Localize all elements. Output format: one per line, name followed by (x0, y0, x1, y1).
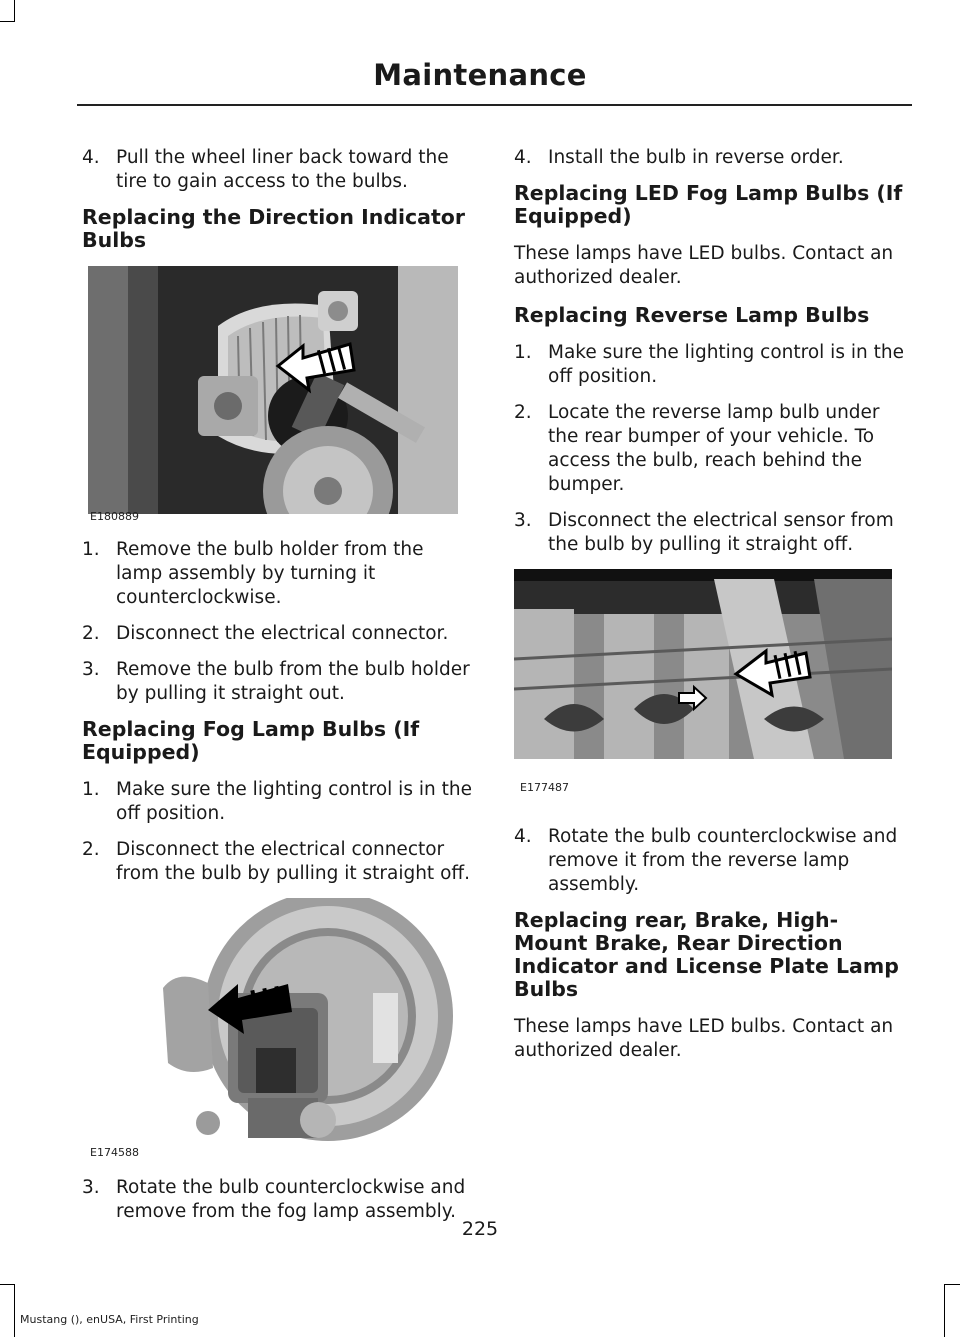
figure-direction-indicator (88, 266, 458, 524)
step-text: Remove the bulb holder from the lamp assembly by turning it counterclockwise. (116, 539, 424, 608)
step-number: 1. (82, 539, 100, 560)
step-item (82, 838, 474, 886)
figure-code: E180889 (90, 510, 139, 523)
figure-reverse-lamp (514, 569, 894, 813)
step-number: 3. (82, 1177, 100, 1198)
section-heading-rear-lamps: Replacing rear, Brake, High-Mount Brake, Rear Direction Indicator and License Plate Lamp Bulbs (514, 908, 899, 1001)
step-text: Rotate the bulb counterclockwise and remove from the fog lamp assembly. (116, 1177, 466, 1222)
step-text: Remove the bulb from the bulb holder by pulling it straight out. (116, 659, 470, 704)
step-item (514, 146, 906, 170)
rear-lamps-body: These lamps have LED bulbs. Contact an authorized dealer. (514, 1016, 894, 1061)
crop-mark-top-left-h (0, 21, 14, 22)
step-number: 4. (514, 826, 532, 847)
step-item (82, 146, 474, 194)
step-item (82, 1176, 474, 1224)
crop-mark-bottom-left-v (14, 1284, 15, 1337)
step-item (514, 509, 906, 557)
section-heading-fog-lamp: Replacing Fog Lamp Bulbs (If Equipped) (82, 717, 420, 764)
step-number: 2. (514, 402, 532, 423)
crop-mark-top-left-v (14, 0, 15, 22)
right-column (514, 146, 906, 1077)
crop-mark-bottom-right-h (944, 1284, 960, 1285)
section-heading-direction-indicator: Replacing the Direction Indicator Bulbs (82, 205, 465, 252)
step-number: 2. (82, 839, 100, 860)
step-number: 1. (82, 779, 100, 800)
direction-indicator-illustration (88, 266, 458, 514)
step-text: Locate the reverse lamp bulb under the rear bumper of your vehicle. To access the bulb, reach behind the bumper. (548, 402, 880, 495)
section-heading-reverse-lamp: Replacing Reverse Lamp Bulbs (514, 303, 870, 327)
step-text: Pull the wheel liner back toward the tire to gain access to the bulbs. (116, 147, 449, 192)
step-item (514, 341, 906, 389)
step-number: 4. (82, 147, 100, 168)
step-text: Install the bulb in reverse order. (548, 147, 844, 168)
step-item (82, 658, 474, 706)
left-column (82, 146, 474, 1236)
figure-fog-lamp (88, 898, 458, 1160)
step-item (514, 825, 906, 897)
step-text: Disconnect the electrical connector. (116, 623, 449, 644)
header-divider (77, 104, 912, 106)
step-text: Disconnect the electrical sensor from the bulb by pulling it straight off. (548, 510, 894, 555)
step-item (82, 778, 474, 826)
figure-code: E177487 (520, 781, 569, 794)
step-item (514, 401, 906, 497)
crop-mark-bottom-right-v (944, 1284, 945, 1337)
led-fog-body: These lamps have LED bulbs. Contact an authorized dealer. (514, 243, 894, 288)
step-text: Make sure the lighting control is in the off position. (116, 779, 472, 824)
step-number: 2. (82, 623, 100, 644)
footer-edition-text: Mustang (), enUSA, First Printing (20, 1313, 199, 1326)
step-text: Rotate the bulb counterclockwise and remove it from the reverse lamp assembly. (548, 826, 898, 895)
step-text: Disconnect the electrical connector from the bulb by pulling it straight off. (116, 839, 471, 884)
fog-lamp-illustration (88, 898, 458, 1148)
step-number: 1. (514, 342, 532, 363)
reverse-lamp-illustration (514, 569, 892, 759)
crop-mark-bottom-left-h (0, 1284, 14, 1285)
page-title: Maintenance (373, 58, 587, 92)
step-number: 3. (514, 510, 532, 531)
step-item (82, 538, 474, 610)
step-item (82, 622, 474, 646)
step-number: 3. (82, 659, 100, 680)
section-heading-led-fog-lamp: Replacing LED Fog Lamp Bulbs (If Equipped) (514, 181, 903, 228)
step-number: 4. (514, 147, 532, 168)
figure-code: E174588 (90, 1146, 139, 1159)
page-number: 225 (461, 1218, 499, 1240)
step-text: Make sure the lighting control is in the off position. (548, 342, 904, 387)
